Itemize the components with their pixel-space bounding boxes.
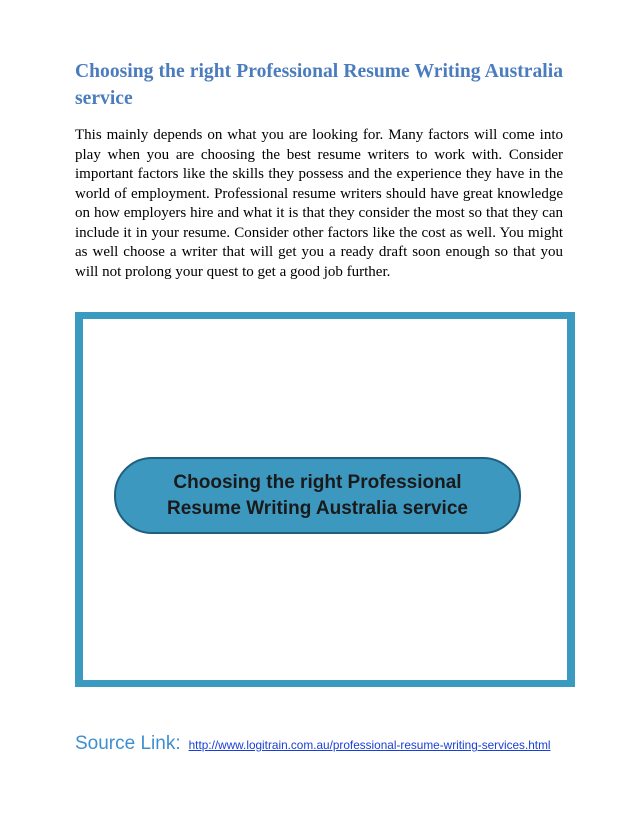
banner-text-line-1: Choosing the right Professional	[173, 471, 462, 493]
source-label: Source Link:	[75, 733, 181, 754]
source-line	[75, 733, 575, 755]
image-banner	[114, 457, 521, 534]
banner-text-line-2: Resume Writing Australia service	[167, 497, 468, 519]
source-url-link[interactable]: http://www.logitrain.com.au/professional-resume-writing-services.html	[188, 738, 551, 752]
article-image-canvas	[83, 319, 567, 680]
body-paragraph: This mainly depends on what you are looking for. Many factors will come into play when you are choosing the best resume writers to work with. Consider important factors like the skills they possess and the experience they have in the world of employment. Professional resume writers should have great knowledge on how employers hire and what it is that they consider the most so that they can include it in your resume. Consider other factors like the cost as well. You might as well choose a writer that will get you a ready draft soon enough so that you will not prolong your quest to get a good job further.	[75, 127, 563, 280]
document-title: Choosing the right Professional Resume Writing Australia service	[75, 61, 563, 109]
article-image	[75, 312, 575, 687]
